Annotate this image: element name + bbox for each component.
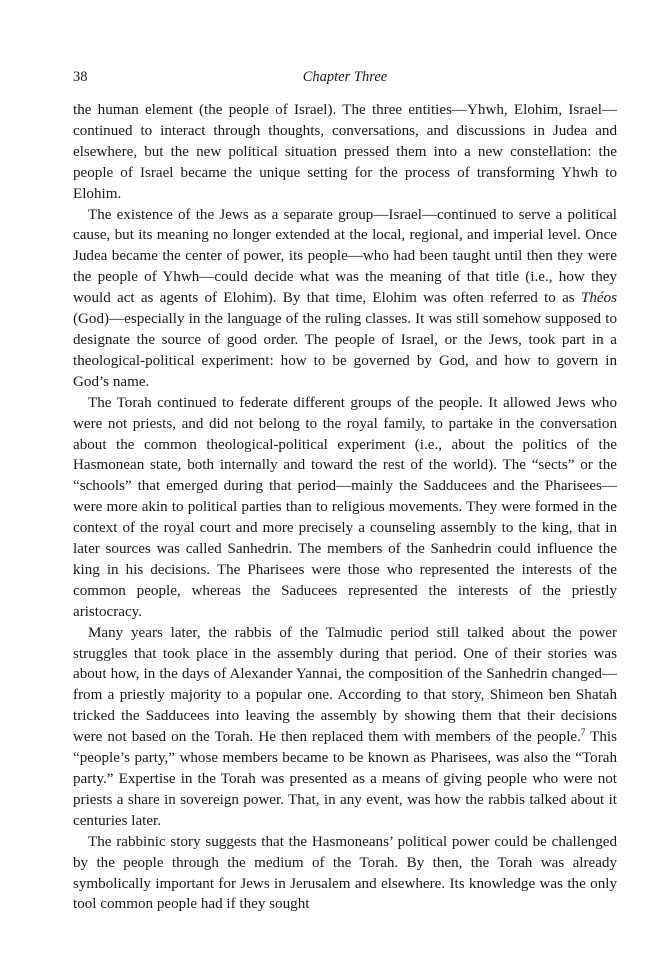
paragraph-2 — [73, 205, 617, 393]
paragraph-5: The rabbinic story suggests that the Hasmoneans’ political power could be challenged by the people through the medium of the Torah. By then, the Torah was already symbolically important for Jews in Jerusalem and elsewhere. Its knowledge was the only tool common people had if they sought — [73, 833, 617, 913]
theos-italic: Théos — [580, 290, 617, 307]
paragraph-4-text-b: This “people’s party,” whose members became to be known as Pharisees, was also the “Torah party.” Expertise in the Torah was presented as a means of giving people who were not priests a share in sovereign power. That, in any event, was how the rabbis talked about it centuries later. — [73, 729, 617, 829]
paragraph-3: The Torah continued to federate different groups of the people. It allowed Jews who were not priests, and did not belong to the royal family, to partake in the conversation about the common theological-political experiment (i.e., about the politics of the Hasmonean state, both internally and toward the rest of the world). The “sects” or the “schools” that emerged during that period—mainly the Sadducees and the Pharisees—were more akin to political parties than to religious movements. They were formed in the context of the royal court and more precisely a counseling assembly to the king, that in later sources was called Sanhedrin. The members of the Sanhedrin could influence the king in his decisions. The Pharisees were those who represented the interests of the common people, whereas the Saducees represented the interests of the priestly aristocracy. — [73, 394, 617, 620]
paragraph-2-text-b: (God)—especially in the language of the ruling classes. It was still somehow supposed to designate the source of good order. The people of Israel, or the Jews, took part in a theological-political experiment: how to be governed by God, and how to govern in God’s name. — [73, 311, 617, 390]
paragraph-1: the human element (the people of Israel). The three entities—Yhwh, Elohim, Israel—continued to interact through thoughts, conversations, and discussions in Judea and elsewhere, but the new political situation pressed them into a new constellation: the people of Israel became the unique setting for the process of transforming Yhwh to Elohim. — [73, 102, 617, 202]
paragraph-4-text-a: Many years later, the rabbis of the Talmudic period still talked about the power struggles that took place in the assembly during that period. One of their stories was about how, in the days of Alexander Yannai, the composition of the Sanhedrin changed—from a priestly majority to a popular one. According to that story, Shimeon ben Shatah tricked the Sadducees into leaving the assembly by showing them that their decisions were not based on the Torah. He then replaced them with members of the people. — [73, 624, 617, 746]
chapter-title: Chapter Three — [302, 69, 388, 85]
paragraph-2-text-a: The existence of the Jews as a separate group—Israel—continued to serve a political cause, but its meaning no longer extended at the local, regional, and imperial level. Once Judea became the center of power, its people—who had been taught until then they were the people of Yhwh—could decide what was the meaning of that title (i.e., how they would act as agents of Elohim). By that time, Elohim was often referred to as — [73, 206, 617, 307]
running-head — [73, 67, 617, 87]
page-number: 38 — [73, 69, 88, 85]
body-text — [73, 100, 617, 915]
book-page — [73, 0, 617, 975]
paragraph-4 — [73, 623, 617, 832]
footnote-marker: 7 — [580, 727, 586, 738]
